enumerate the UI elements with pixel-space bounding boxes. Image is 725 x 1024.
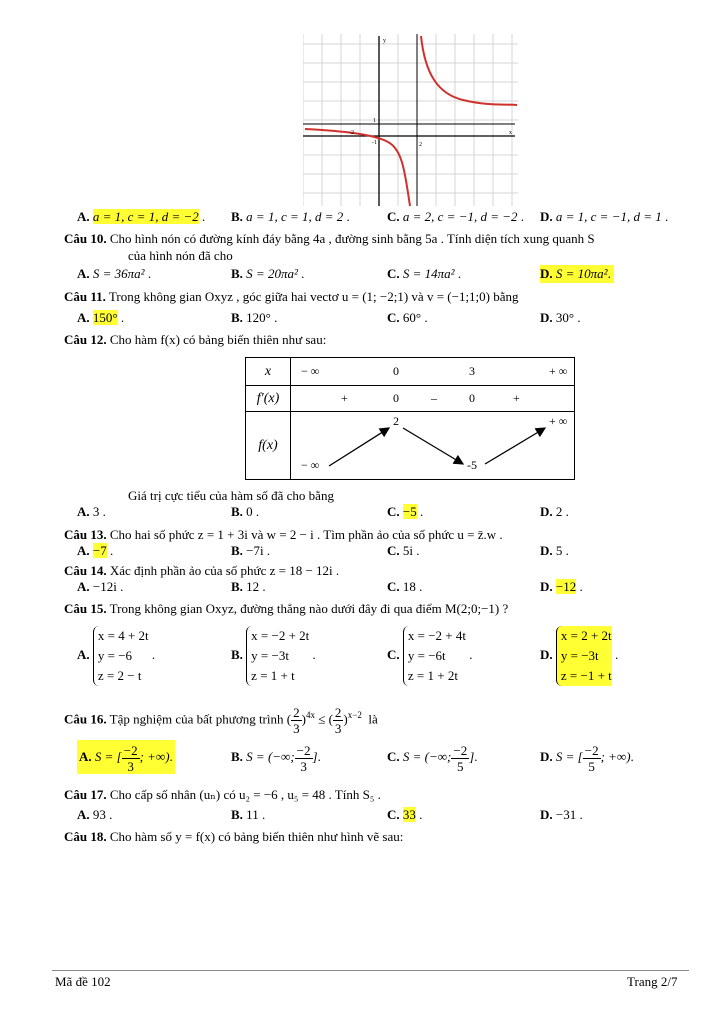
question-15: Câu 15. Trong không gian Oxyz, đường thẳng nào dưới đây đi qua điểm M(2;0;−1) ? xyxy=(64,601,509,616)
q12-option-a[interactable]: A. 3 . xyxy=(77,504,106,519)
q17-option-a[interactable]: A. 93 . xyxy=(77,807,113,822)
q16-option-b[interactable]: B. S = (−∞; $\frac{-2}{3}$ ]. xyxy=(231,742,321,774)
q12-option-c[interactable]: C. −5 . xyxy=(387,504,424,519)
question-17: Câu 17. Cho cấp số nhân (uₙ) có u₂ = −6 , u₅ = 48 . Tính S₅ . xyxy=(64,787,381,802)
q11-option-d[interactable]: D. 30° . xyxy=(540,310,581,325)
footer-divider xyxy=(52,970,689,971)
q11-option-c[interactable]: C. 60° . xyxy=(387,310,428,325)
q15-option-a[interactable]: A. x = 4 + 2t y = −6 z = 2 − t . xyxy=(77,626,155,686)
q14-option-c[interactable]: C. 18 . xyxy=(387,579,423,594)
question-18: Câu 18. Cho hàm số y = f(x) có bảng biến thiên như hình vẽ sau: xyxy=(64,829,404,844)
footer-exam-code: Mã đề 102 xyxy=(55,974,111,989)
q13-option-a[interactable]: A. −7 . xyxy=(77,543,114,558)
q14-option-d[interactable]: D. −12 . xyxy=(540,579,583,594)
variation-table: x − ∞ 0 3 + ∞ f′(x) + 0 – 0 + f(x) − ∞ 2 -5 + ∞ xyxy=(245,357,575,480)
q16-option-d[interactable]: D. S = [ $\frac{-2}{5}$ ; +∞). xyxy=(540,742,634,774)
q10-option-c[interactable]: C. S = 14πa² . xyxy=(387,266,462,281)
question-10: Câu 10. Cho hình nón có đường kính đáy bằng 4a , đường sinh bằng 5a . Tính diện tích xung quanh S xyxy=(64,231,595,246)
rational-function-graph xyxy=(303,34,518,206)
variation-arrows xyxy=(291,412,577,480)
axis-label-y: y xyxy=(383,38,386,44)
tick-label-2: 2 xyxy=(419,142,422,148)
q10-option-a[interactable]: A. S = 36πa² . xyxy=(77,266,152,281)
q16-option-c[interactable]: C. S = (−∞; $\frac{-2}{5}$ ]. xyxy=(387,742,478,774)
axis-label-x: x xyxy=(509,130,512,136)
q17-option-d[interactable]: D. −31 . xyxy=(540,807,583,822)
q13-option-d[interactable]: D. 5 . xyxy=(540,543,569,558)
footer-page-number: Trang 2/7 xyxy=(627,974,678,989)
table-f-label: f(x) xyxy=(246,412,291,480)
q15-option-c[interactable]: C. x = −2 + 4t y = −6t z = 1 + 2t . xyxy=(387,626,473,686)
q9-option-a[interactable]: A. a = 1, c = 1, d = −2 . xyxy=(77,209,206,224)
question-14: Câu 14. Xác định phần ảo của số phức z = 18 − 12i . xyxy=(64,563,340,578)
table-fprime-label: f′(x) xyxy=(246,386,291,412)
q9-option-b[interactable]: B. a = 1, c = 1, d = 2 . xyxy=(231,209,350,224)
q9-option-c[interactable]: C. a = 2, c = −1, d = −2 . xyxy=(387,209,525,224)
q13-option-c[interactable]: C. 5i . xyxy=(387,543,420,558)
graph-grid xyxy=(303,34,518,206)
q11-option-b[interactable]: B. 120° . xyxy=(231,310,278,325)
table-x-label: x xyxy=(246,358,291,386)
tick-label-neg1: -1 xyxy=(372,140,377,146)
q17-option-c[interactable]: C. 33 . xyxy=(387,807,423,822)
q16-option-a[interactable]: A. S = [ $\frac{-2}{3}$ ; +∞). xyxy=(77,740,175,774)
question-13: Câu 13. Cho hai số phức z = 1 + 3i và w = 2 − i . Tìm phần ảo của số phức u = z̄.w . xyxy=(64,527,503,542)
q17-option-b[interactable]: B. 11 . xyxy=(231,807,266,822)
q11-option-a[interactable]: A. 150° . xyxy=(77,310,125,325)
q10-option-d[interactable]: D. S = 10πa². xyxy=(540,265,614,283)
q12-option-d[interactable]: D. 2 . xyxy=(540,504,569,519)
tick-label-neg2: -2 xyxy=(349,130,354,136)
q12-option-b[interactable]: B. 0 . xyxy=(231,504,260,519)
question-12: Câu 12. Cho hàm f(x) có bảng biến thiên như sau: xyxy=(64,332,327,347)
curve-left-branch xyxy=(305,129,410,206)
question-10-continuation: của hình nón đã cho xyxy=(128,248,233,263)
q14-option-a[interactable]: A. −12i . xyxy=(77,579,124,594)
q14-option-b[interactable]: B. 12 . xyxy=(231,579,266,594)
curve-right-branch xyxy=(421,36,517,105)
q9-answer-highlight: a = 1, c = 1, d = −2 xyxy=(92,209,199,224)
q15-option-b[interactable]: B. x = −2 + 2t y = −3t z = 1 + t . xyxy=(231,626,316,686)
question-11: Câu 11. Trong không gian Oxyz , góc giữa hai vectơ u = (1; −2;1) và v = (−1;1;0) bằng xyxy=(64,289,519,304)
q9-option-d[interactable]: D. a = 1, c = −1, d = 1 . xyxy=(540,209,669,224)
q10-option-b[interactable]: B. S = 20πa² . xyxy=(231,266,305,281)
q13-option-b[interactable]: B. −7i . xyxy=(231,543,271,558)
q15-option-d[interactable]: D. x = 2 + 2t y = −3t z = −1 + t . xyxy=(540,626,618,686)
tick-label-1: 1 xyxy=(373,118,376,124)
question-16: Câu 16. Tập nghiệm của bất phương trình ( $\frac{2}{3}$ )$^{4x}$ ≤ ( $\frac{2}{3}$ )$^{x-2}$ là xyxy=(64,704,378,736)
question-12-prompt: Giá trị cực tiểu của hàm số đã cho bằng xyxy=(128,488,334,503)
